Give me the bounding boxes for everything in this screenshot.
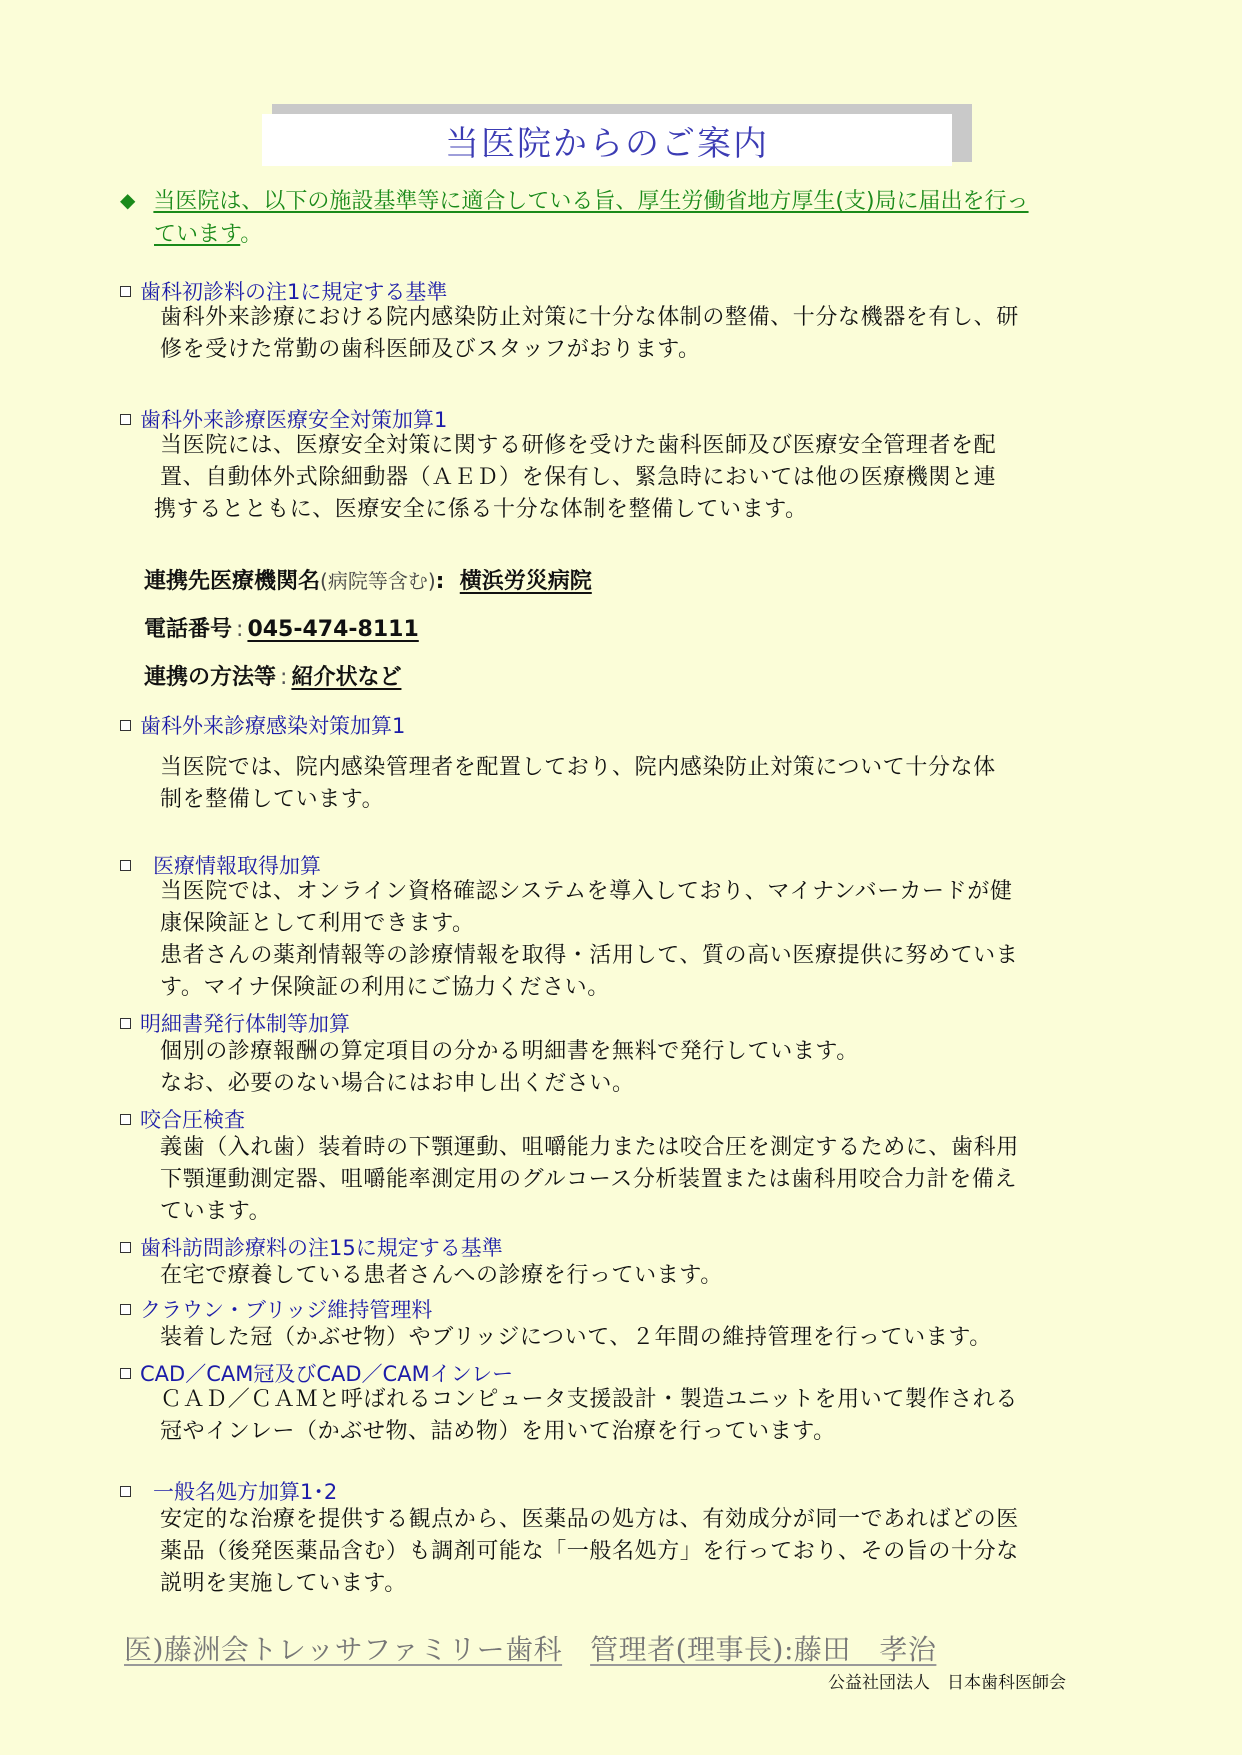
footer-clinic-line [124, 1628, 936, 1668]
section-body: 義歯（入れ歯）装着時の下顎運動、咀嚼能力または咬合圧を測定するために、歯科用 下顎運動測定器、咀嚼能率測定用のグルコース分析装置または歯科用咬合力計を備え ています。 [160, 1135, 1019, 1224]
section-title: 歯科外来診療感染対策加算1 [120, 710, 405, 740]
section-title: 明細書発行体制等加算 [120, 1008, 350, 1038]
checkbox-square-icon [120, 1018, 131, 1029]
section-body: 歯科外来診療における院内感染防止対策に十分な体制の整備、十分な機器を有し、研 修を受けた常勤の歯科医師及びスタッフがおります。 [160, 305, 1019, 362]
section-body: 当医院には、医療安全対策に関する研修を受けた歯科医師及び医療安全管理者を配 置、自動体外式除細動器（ＡＥＤ）を保有し、緊急時においては他の医療機関と連 携するとともに、医療安全に係る十分な体制を整備しています。 [154, 433, 997, 522]
section-title: CAD／CAM冠及びCAD／CAMインレー [120, 1358, 513, 1388]
clinic-name: 医)藤洲会トレッサファミリー歯科 [124, 1633, 563, 1666]
checkbox-square-icon [120, 1114, 131, 1125]
section-body: 個別の診療報酬の算定項目の分かる明細書を無料で発行しています。 なお、必要のない場合にはお申し出ください。 [160, 1039, 859, 1096]
page-title: 当医院からのご案内 [445, 123, 769, 164]
intro-line2-end: 。 [240, 222, 263, 247]
section-body: 安定的な治療を提供する観点から、医薬品の処方は、有効成分が同一であればどの医 薬品（後発医薬品含む）も調剤可能な「一般名処方」を行っており、その旨の十分な 説明を実施しています。 [160, 1507, 1019, 1596]
checkbox-square-icon [120, 286, 131, 297]
intro-line2-underlined: ています [154, 222, 241, 247]
section-body: 在宅で療養している患者さんへの診療を行っています。 [160, 1263, 723, 1288]
cooperation-method: 連携の方法等 : 紹介状など [144, 665, 402, 690]
section-title: 一般名処方加算1･2 [120, 1476, 337, 1506]
diamond-bullet-icon: ◆ [120, 188, 136, 212]
section-body: 当医院では、院内感染管理者を配置しており、院内感染防止対策について十分な体 制を整備しています。 [160, 755, 996, 812]
title-box [262, 114, 952, 166]
section-body: ＣＡＤ／ＣＡＭと呼ばれるコンピュータ支援設計・製造ユニットを用いて製作される 冠やインレー（かぶせ物、詰め物）を用いて治療を行っています。 [160, 1387, 1018, 1444]
checkbox-square-icon [120, 860, 131, 871]
checkbox-square-icon [120, 1304, 131, 1315]
cooperation-institution: 連携先医療機関名(病院等含む): 横浜労災病院 [144, 569, 592, 594]
checkbox-square-icon [120, 720, 131, 731]
checkbox-square-icon [120, 1486, 131, 1497]
intro-notice [120, 184, 1130, 251]
section-title: クラウン・ブリッジ維持管理料 [120, 1294, 432, 1324]
checkbox-square-icon [120, 414, 131, 425]
title-banner [262, 104, 972, 166]
checkbox-square-icon [120, 1368, 131, 1379]
section-title: 咬合圧検査 [120, 1104, 245, 1134]
section-title: 歯科初診料の注1に規定する基準 [120, 276, 447, 306]
section-body: 装着した冠（かぶせ物）やブリッジについて、２年間の維持管理を行っています。 [160, 1325, 992, 1350]
section-title: 歯科訪問診療料の注15に規定する基準 [120, 1232, 503, 1262]
section-title: 歯科外来診療医療安全対策加算1 [120, 404, 447, 434]
manager-name: 管理者(理事長):藤田 孝治 [590, 1633, 937, 1666]
cooperation-phone: 電話番号 : 045-474-8111 [144, 617, 419, 642]
section-title: 医療情報取得加算 [120, 850, 321, 880]
organization-name: 公益社団法人 日本歯科医師会 [828, 1673, 1066, 1693]
checkbox-square-icon [120, 1242, 131, 1253]
intro-line1: 当医院は、以下の施設基準等に適合している旨、厚生労働省地方厚生(支)局に届出を行っ [153, 189, 1029, 214]
section-body: 当医院では、オンライン資格確認システムを導入しており、マイナンバーカードが健 康保険証として利用できます。 患者さんの薬剤情報等の診療情報を取得・活用して、質の高い医療提供に努めていま す。マイナ保険証の利用にご協力ください。 [160, 879, 1019, 1000]
